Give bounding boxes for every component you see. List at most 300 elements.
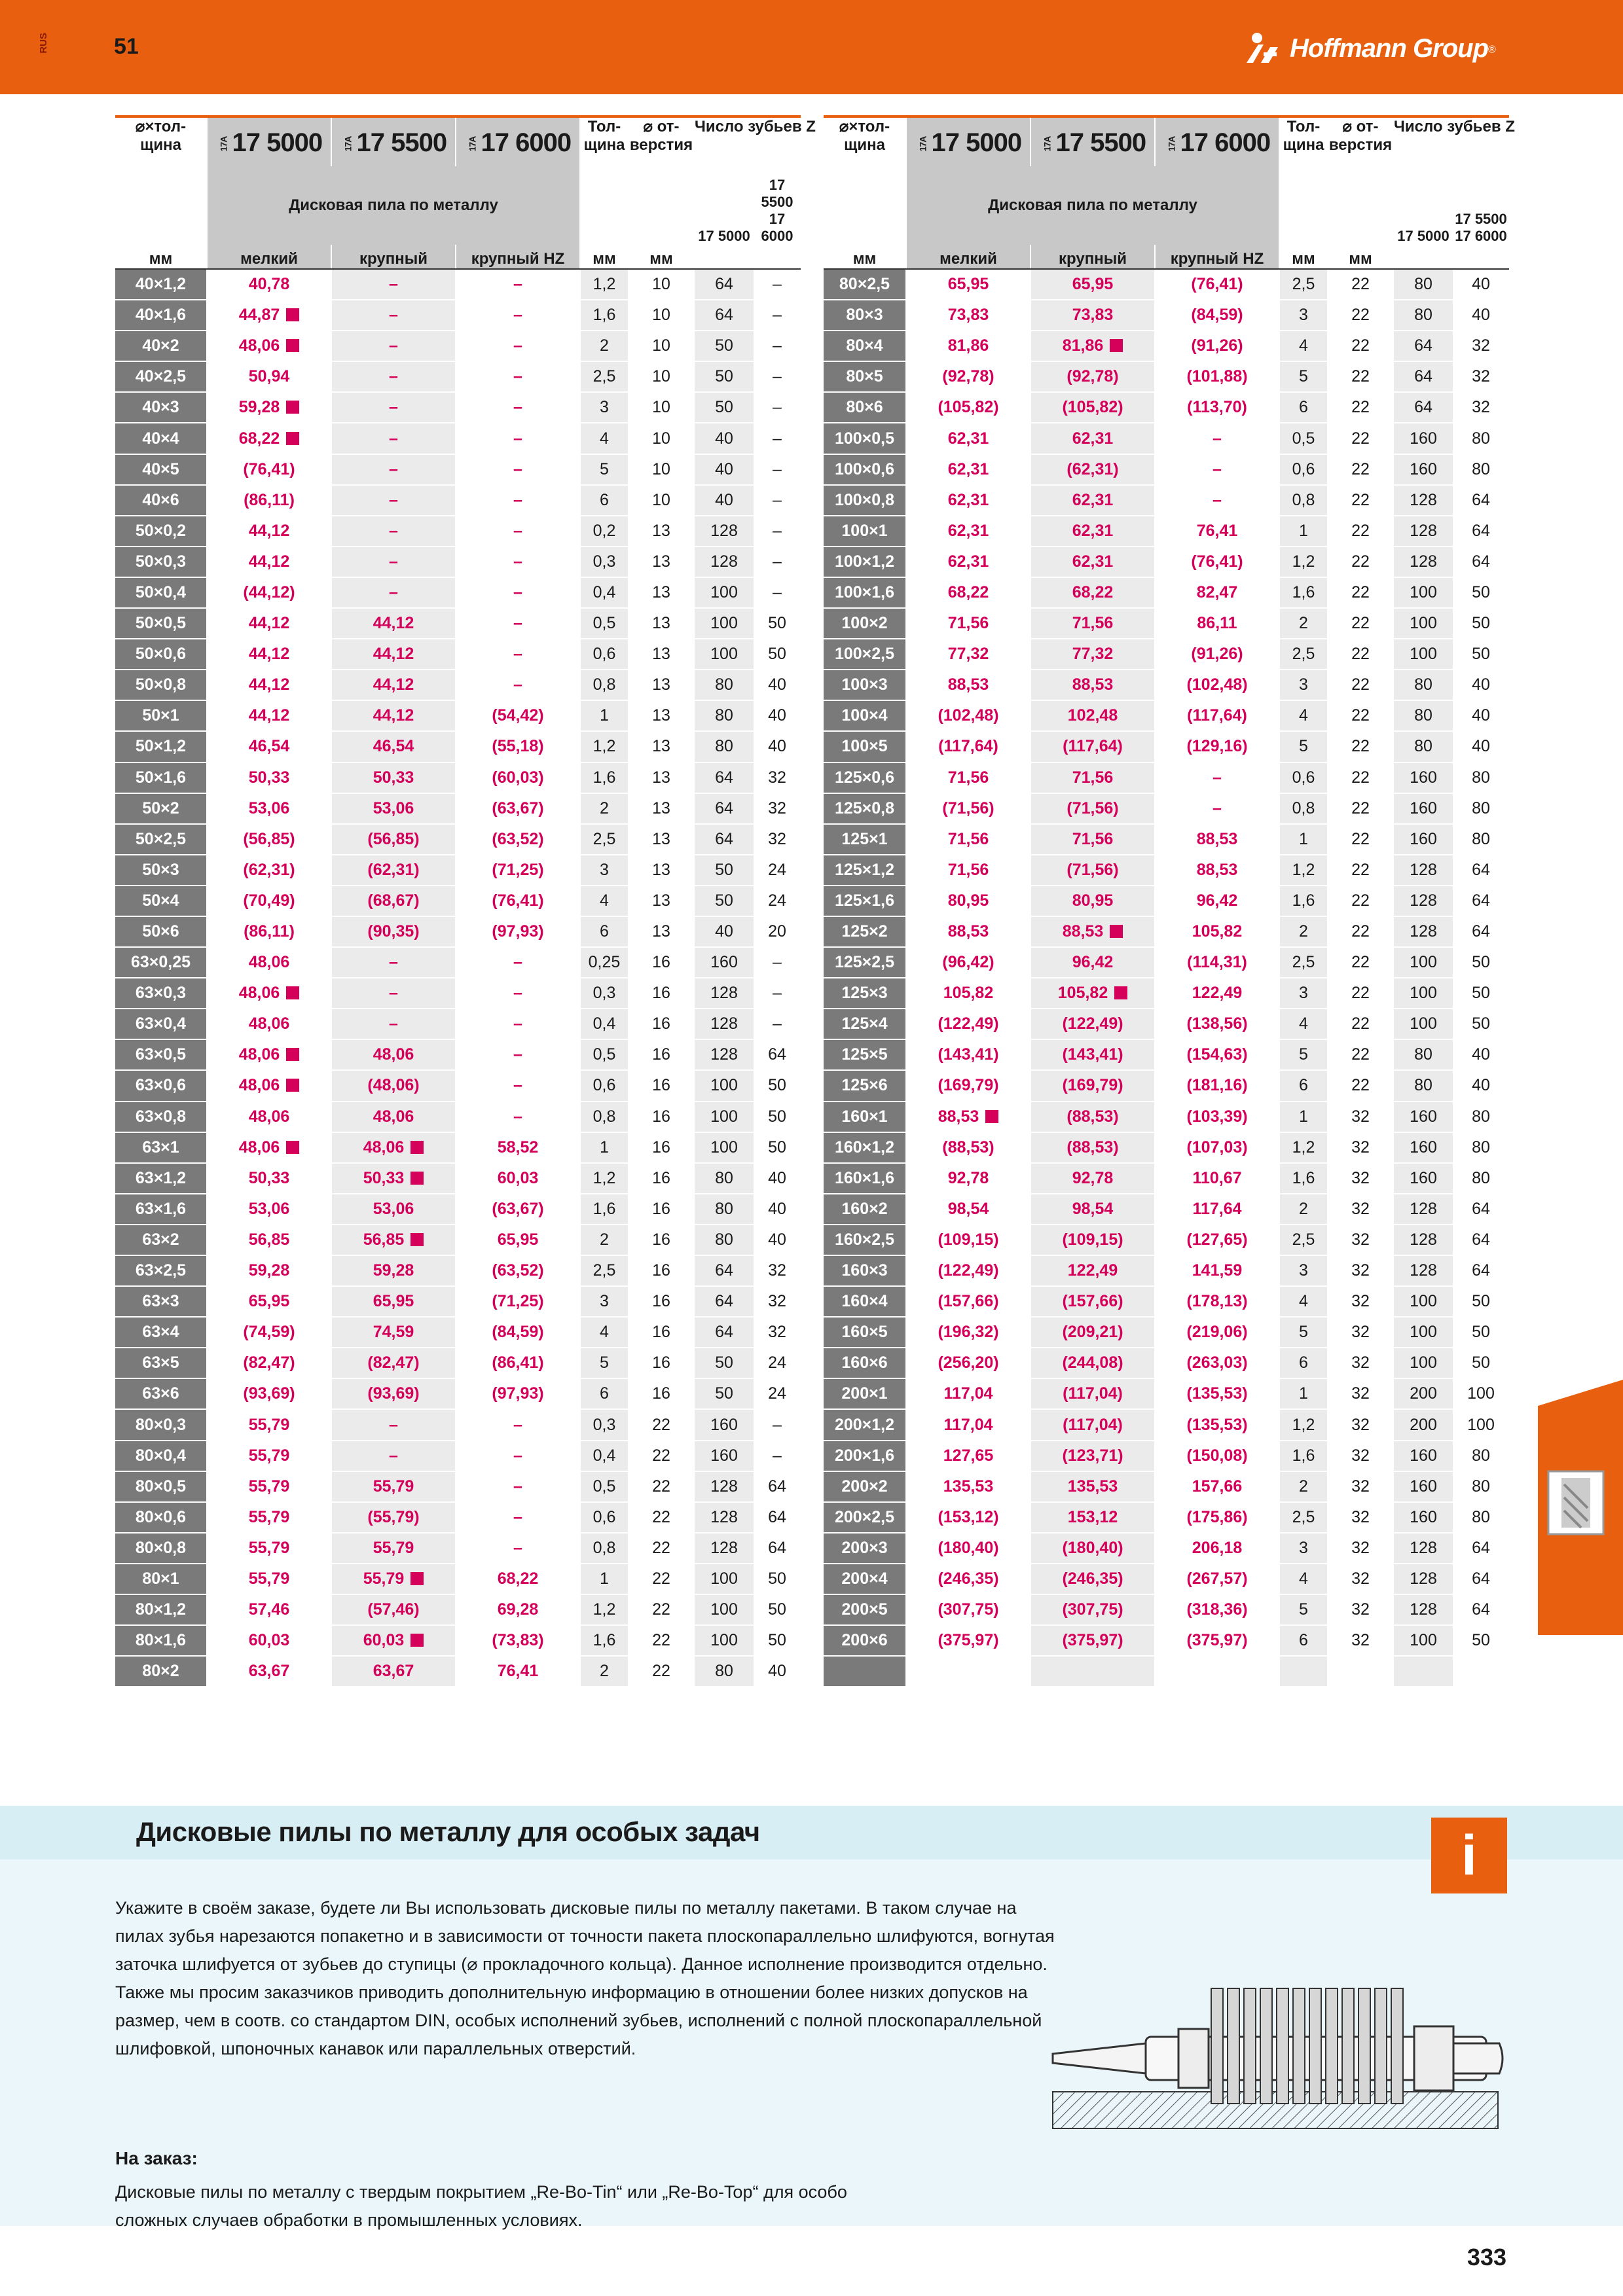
table-row xyxy=(115,608,800,639)
cell-value: 50 xyxy=(715,367,733,386)
cell-value xyxy=(363,1230,424,1249)
cell-thickness xyxy=(1279,331,1328,361)
cell-value: 64 xyxy=(768,1507,786,1526)
cell-value: – xyxy=(513,1507,522,1526)
cell-value: (103,39) xyxy=(1186,1107,1248,1126)
cell-price-coarse-hz xyxy=(456,670,580,700)
cell-teeth-175000 xyxy=(1393,855,1453,886)
cell-value: 63×0,5 xyxy=(135,1045,187,1064)
cell-value: 5 xyxy=(600,459,609,478)
cell-thickness xyxy=(580,1441,629,1471)
cell-hole xyxy=(629,1009,694,1039)
cell-teeth-175000 xyxy=(694,1039,754,1070)
cell-value: 62,31 xyxy=(1072,552,1114,571)
cell-price-coarse-hz xyxy=(1155,1502,1279,1533)
cell-price-coarse xyxy=(331,916,456,947)
cell-value: (76,41) xyxy=(243,459,295,478)
cell-teeth-175500 xyxy=(1453,516,1508,547)
cell-price-coarse-hz xyxy=(1155,454,1279,485)
language-code: RUS xyxy=(38,33,49,54)
cell-hole xyxy=(1328,1286,1393,1317)
cell-value: 1,2 xyxy=(1292,860,1315,879)
cell-price-fine xyxy=(207,300,331,331)
cell-size xyxy=(115,485,207,516)
cell-teeth-175500 xyxy=(754,916,800,947)
cell-value: 50 xyxy=(768,1569,786,1588)
header-code-175500: 17A 17 5500 xyxy=(1030,117,1155,166)
cell-value: 44,12 xyxy=(248,645,290,664)
cell-teeth-175500 xyxy=(754,947,800,978)
cell-price-coarse-hz xyxy=(456,855,580,886)
cell-value: (169,79) xyxy=(1062,1076,1123,1095)
cell-price-coarse-hz xyxy=(456,1656,580,1687)
cell-value: 40 xyxy=(715,429,733,448)
cell-hole xyxy=(629,1625,694,1656)
cell-value: (71,25) xyxy=(492,860,544,879)
cell-price-coarse-hz xyxy=(456,886,580,916)
cell-price-coarse-hz xyxy=(1155,577,1279,608)
cell-value xyxy=(239,984,300,1002)
cell-size xyxy=(824,1594,906,1625)
cell-value: 24 xyxy=(768,891,786,910)
cell-price-fine xyxy=(906,1102,1030,1132)
cell-hole xyxy=(1328,886,1393,916)
cell-value: 40×1,6 xyxy=(135,306,187,325)
cell-hole xyxy=(629,886,694,916)
cell-price-coarse xyxy=(1030,454,1155,485)
cell-size xyxy=(115,1009,207,1039)
cell-value: 128 xyxy=(710,1538,738,1557)
cell-value: 100×0,6 xyxy=(834,459,895,478)
cell-price-fine xyxy=(207,700,331,731)
cell-value: (219,06) xyxy=(1186,1323,1248,1342)
cell-thickness xyxy=(580,547,629,577)
cell-value: 2,5 xyxy=(1292,645,1315,664)
cell-thickness xyxy=(580,1225,629,1255)
cell-teeth-175500 xyxy=(754,700,800,731)
cell-value: 77,32 xyxy=(1072,645,1114,664)
cell-teeth-175500 xyxy=(754,731,800,762)
cell-value: – xyxy=(1213,798,1222,817)
header-teeth-sub1: 17 5000 xyxy=(1393,166,1453,245)
cell-teeth-175000 xyxy=(694,547,754,577)
cell-value: 0,4 xyxy=(593,1446,616,1465)
cell-value: 50 xyxy=(1472,1323,1490,1342)
cell-price-coarse xyxy=(1030,1225,1155,1255)
cell-value: 200 xyxy=(1410,1384,1437,1403)
cell-teeth-175000 xyxy=(1393,886,1453,916)
cell-value: 22 xyxy=(652,1600,670,1619)
cell-thickness xyxy=(580,639,629,670)
cell-value: 64 xyxy=(715,1261,733,1280)
cell-value: 22 xyxy=(1351,1076,1370,1095)
cell-value: – xyxy=(773,1446,782,1465)
cell-price-coarse-hz xyxy=(1155,1009,1279,1039)
cell-value: 40 xyxy=(715,459,733,478)
cell-value: 80 xyxy=(1414,706,1432,725)
cell-hole xyxy=(1328,1594,1393,1625)
cell-value: (62,31) xyxy=(243,860,295,879)
header-thickness: Тол- щина xyxy=(1279,117,1328,245)
cell-value: 128 xyxy=(1410,521,1437,540)
table-row xyxy=(824,916,1508,947)
cell-hole xyxy=(1328,547,1393,577)
cell-value: 16 xyxy=(652,1014,670,1033)
cell-size xyxy=(115,1502,207,1533)
cell-value: 71,56 xyxy=(947,860,989,879)
cell-price-coarse xyxy=(1030,1317,1155,1348)
cell-price-coarse xyxy=(1030,1656,1155,1687)
cell-value: (91,26) xyxy=(1191,336,1243,355)
table-row xyxy=(115,485,800,516)
cell-value: (105,82) xyxy=(1062,398,1123,417)
cell-value: 40 xyxy=(768,675,786,694)
cell-value: 100×0,8 xyxy=(834,490,895,509)
header-product: Дисковая пила по металлу xyxy=(207,166,580,245)
hoffmann-logo-icon xyxy=(1244,30,1283,67)
cell-value: – xyxy=(513,675,522,694)
cell-teeth-175000 xyxy=(694,700,754,731)
cell-teeth-175000 xyxy=(1393,423,1453,454)
cell-teeth-175500 xyxy=(1453,824,1508,855)
cell-value: (48,06) xyxy=(367,1076,420,1095)
cell-value: 59,28 xyxy=(373,1261,414,1280)
cell-teeth-175500 xyxy=(1453,731,1508,762)
cell-value: 3 xyxy=(1299,306,1308,325)
table-row xyxy=(824,1348,1508,1378)
table-row xyxy=(824,269,1508,300)
cell-value: 40 xyxy=(1472,1076,1490,1095)
table-row xyxy=(824,855,1508,886)
cell-value: (92,78) xyxy=(942,367,994,386)
cell-value: 128 xyxy=(710,1014,738,1033)
cell-hole xyxy=(629,454,694,485)
cell-price-coarse-hz xyxy=(1155,855,1279,886)
cell-teeth-175500 xyxy=(1453,1132,1508,1163)
price-text: 105,82 xyxy=(1057,984,1108,1003)
cell-price-fine xyxy=(207,1471,331,1502)
cell-size xyxy=(824,1656,906,1687)
table-row xyxy=(115,1194,800,1225)
header-hole: ⌀ от- верстия xyxy=(1328,117,1393,245)
cell-price-coarse xyxy=(1030,762,1155,793)
saw-table-right xyxy=(824,115,1515,1687)
table-row xyxy=(824,1656,1508,1687)
cell-teeth-175000 xyxy=(1393,1656,1453,1687)
cell-size xyxy=(115,269,207,300)
cell-teeth-175500 xyxy=(1453,547,1508,577)
cell-value: (74,59) xyxy=(243,1323,295,1342)
cell-price-coarse-hz xyxy=(456,547,580,577)
cell-value: 64 xyxy=(715,275,733,294)
cell-value: 74,59 xyxy=(373,1323,414,1342)
cell-value: 40 xyxy=(715,490,733,509)
cell-hole xyxy=(1328,392,1393,423)
cell-thickness xyxy=(1279,639,1328,670)
cell-price-fine xyxy=(906,1502,1030,1533)
cell-value: 100 xyxy=(710,1138,738,1157)
cell-size xyxy=(115,947,207,978)
cell-teeth-175000 xyxy=(1393,1009,1453,1039)
cell-value: 73,83 xyxy=(947,306,989,325)
cell-price-coarse xyxy=(331,1070,456,1101)
cell-value: 160 xyxy=(710,953,738,972)
cell-hole xyxy=(629,269,694,300)
cell-value: 0,6 xyxy=(1292,768,1315,787)
cell-value: 16 xyxy=(652,984,670,1003)
cell-teeth-175500 xyxy=(1453,1625,1508,1656)
cell-value: 46,54 xyxy=(373,737,414,756)
cell-value: 100 xyxy=(1410,1631,1437,1650)
cell-price-fine xyxy=(207,331,331,361)
cell-size xyxy=(824,547,906,577)
header-code-176000: 17A 17 6000 xyxy=(456,117,580,166)
cell-value: 6 xyxy=(1299,1076,1308,1095)
cell-size xyxy=(824,485,906,516)
cell-value: 22 xyxy=(1351,614,1370,633)
cell-value: 125×3 xyxy=(841,984,888,1003)
cell-price-coarse xyxy=(1030,947,1155,978)
cell-thickness xyxy=(1279,1225,1328,1255)
cell-value: (263,03) xyxy=(1186,1354,1248,1372)
table-row xyxy=(824,978,1508,1009)
cell-teeth-175500 xyxy=(754,1441,800,1471)
cell-teeth-175000 xyxy=(694,1132,754,1163)
cell-value: 13 xyxy=(652,645,670,664)
cell-value: – xyxy=(773,336,782,355)
cell-value: 2 xyxy=(1299,614,1308,633)
cell-value: 6 xyxy=(600,922,609,941)
cell-value: – xyxy=(389,367,398,386)
cell-teeth-175000 xyxy=(694,1471,754,1502)
cell-size xyxy=(115,1441,207,1471)
cell-value: (91,26) xyxy=(1191,645,1243,664)
cell-teeth-175000 xyxy=(694,608,754,639)
cell-value: 40 xyxy=(1472,706,1490,725)
cell-teeth-175000 xyxy=(1393,1409,1453,1440)
cell-thickness xyxy=(1279,1564,1328,1594)
cell-price-fine xyxy=(207,855,331,886)
cell-value: 5 xyxy=(600,1354,609,1372)
cell-value: 53,06 xyxy=(248,1199,290,1218)
cell-value: 80 xyxy=(1472,1446,1490,1465)
cell-price-fine xyxy=(906,855,1030,886)
cell-value: 59,28 xyxy=(248,1261,290,1280)
cell-value: 80 xyxy=(1472,1168,1490,1187)
cell-hole xyxy=(629,1163,694,1194)
cell-value: 160 xyxy=(1410,429,1437,448)
cell-value: 50 xyxy=(715,336,733,355)
cell-price-fine xyxy=(207,1378,331,1409)
cell-value: – xyxy=(513,1076,522,1095)
cell-value: (109,15) xyxy=(1062,1230,1123,1249)
cell-price-coarse xyxy=(331,1502,456,1533)
cell-price-coarse xyxy=(331,793,456,824)
cell-value: (256,20) xyxy=(938,1354,999,1372)
cell-thickness xyxy=(1279,577,1328,608)
table-row xyxy=(824,700,1508,731)
cell-value: 80×6 xyxy=(846,398,883,417)
cell-hole xyxy=(1328,824,1393,855)
cell-price-coarse xyxy=(331,762,456,793)
cell-price-fine xyxy=(207,793,331,824)
cell-hole xyxy=(629,700,694,731)
cell-value: 62,31 xyxy=(947,552,989,571)
cell-size xyxy=(115,978,207,1009)
cell-size xyxy=(115,608,207,639)
cell-price-fine xyxy=(906,1163,1030,1194)
cell-value: 80 xyxy=(1472,1477,1490,1496)
cell-size xyxy=(824,1378,906,1409)
price-text: 60,03 xyxy=(363,1631,405,1650)
cell-value: 50 xyxy=(1472,614,1490,633)
cell-value: 160 xyxy=(1410,1507,1437,1526)
cell-price-fine xyxy=(906,700,1030,731)
cell-teeth-175000 xyxy=(694,1070,754,1101)
cell-value: (143,41) xyxy=(938,1045,999,1064)
cell-value: 32 xyxy=(1351,1107,1370,1126)
table-row xyxy=(115,1225,800,1255)
table-row xyxy=(824,1625,1508,1656)
table-row xyxy=(115,1286,800,1317)
cell-value: 100 xyxy=(1410,583,1437,601)
cell-value: 1 xyxy=(1299,1107,1308,1126)
cell-value: (101,88) xyxy=(1186,367,1248,386)
cell-value: – xyxy=(773,552,782,571)
cell-teeth-175500 xyxy=(754,886,800,916)
cell-value: – xyxy=(513,583,522,601)
cell-value: – xyxy=(513,984,522,1003)
cell-thickness xyxy=(580,392,629,423)
cell-teeth-175500 xyxy=(1453,608,1508,639)
cell-size xyxy=(824,1502,906,1533)
cell-price-fine xyxy=(207,1656,331,1687)
cell-hole xyxy=(1328,700,1393,731)
cell-hole xyxy=(629,1317,694,1348)
cell-thickness xyxy=(1279,886,1328,916)
cell-value: 62,31 xyxy=(947,521,989,540)
cell-value: 1,6 xyxy=(593,306,616,325)
cell-size xyxy=(824,731,906,762)
cell-price-coarse xyxy=(331,700,456,731)
cell-value: 0,5 xyxy=(593,1045,616,1064)
cell-value: 50 xyxy=(1472,984,1490,1003)
cell-price-coarse xyxy=(331,454,456,485)
cell-teeth-175000 xyxy=(694,392,754,423)
cell-size xyxy=(824,331,906,361)
cell-thickness xyxy=(1279,1441,1328,1471)
cell-hole xyxy=(629,1533,694,1564)
cell-value: 64 xyxy=(715,306,733,325)
cell-value: – xyxy=(773,490,782,509)
cell-value: 40×6 xyxy=(142,490,179,509)
cell-value: 13 xyxy=(652,768,670,787)
cell-price-coarse xyxy=(1030,1502,1155,1533)
cell-price-fine xyxy=(207,1441,331,1471)
cell-value: 117,04 xyxy=(943,1415,993,1434)
cell-size xyxy=(824,793,906,824)
cell-price-coarse-hz xyxy=(1155,1533,1279,1564)
cell-value: (63,52) xyxy=(492,829,544,848)
cell-price-coarse-hz xyxy=(456,1317,580,1348)
brand-name: Hoffmann Group xyxy=(1290,33,1489,63)
cell-hole xyxy=(629,1070,694,1101)
cell-price-coarse-hz xyxy=(456,361,580,392)
cell-value: 100×0,5 xyxy=(834,429,895,448)
cell-teeth-175000 xyxy=(694,1594,754,1625)
table-row xyxy=(115,1039,800,1070)
cell-value: (44,12) xyxy=(243,583,295,601)
cell-price-coarse xyxy=(1030,331,1155,361)
cell-hole xyxy=(1328,516,1393,547)
cell-value: (86,41) xyxy=(492,1354,544,1372)
cell-size xyxy=(115,916,207,947)
cell-value: (117,64) xyxy=(938,737,998,756)
cell-price-coarse xyxy=(1030,1102,1155,1132)
cell-price-fine xyxy=(906,547,1030,577)
cell-value: 80,95 xyxy=(1072,891,1114,910)
cell-value xyxy=(239,1045,300,1064)
cell-hole xyxy=(1328,793,1393,824)
cell-value: 98,54 xyxy=(1072,1199,1114,1218)
cell-value: 48,06 xyxy=(248,953,290,972)
cell-price-coarse xyxy=(331,639,456,670)
cell-price-fine xyxy=(906,577,1030,608)
cell-hole xyxy=(629,1225,694,1255)
cell-thickness xyxy=(580,454,629,485)
cell-hole xyxy=(629,1471,694,1502)
cell-teeth-175500 xyxy=(1453,361,1508,392)
unit-hole: мм xyxy=(1328,245,1393,269)
cell-size xyxy=(115,392,207,423)
cell-size xyxy=(824,608,906,639)
cell-thickness xyxy=(580,762,629,793)
cell-value: (88,53) xyxy=(1067,1138,1119,1157)
cell-hole xyxy=(1328,639,1393,670)
cell-value: 2 xyxy=(1299,1477,1308,1496)
cell-value: 160×2 xyxy=(841,1199,888,1218)
table-row xyxy=(115,1378,800,1409)
cell-value: 128 xyxy=(1410,1230,1437,1249)
cell-teeth-175000 xyxy=(1393,762,1453,793)
cell-thickness xyxy=(580,1255,629,1286)
cell-price-coarse xyxy=(331,1594,456,1625)
cell-thickness xyxy=(580,300,629,331)
cell-value: 64 xyxy=(1414,336,1432,355)
cell-price-coarse xyxy=(1030,547,1155,577)
cell-value: (62,31) xyxy=(1067,459,1119,478)
cell-thickness xyxy=(580,824,629,855)
cell-thickness xyxy=(1279,423,1328,454)
cell-thickness xyxy=(580,1039,629,1070)
cell-value: 32 xyxy=(1351,1477,1370,1496)
cell-thickness xyxy=(580,731,629,762)
cell-value: 10 xyxy=(652,459,670,478)
cell-price-coarse xyxy=(1030,793,1155,824)
cell-value: – xyxy=(513,521,522,540)
cell-thickness xyxy=(1279,1378,1328,1409)
cell-value: 40×1,2 xyxy=(135,275,187,294)
cell-price-coarse-hz xyxy=(456,269,580,300)
cell-hole xyxy=(1328,269,1393,300)
cell-value: 63×0,4 xyxy=(135,1014,187,1033)
cell-size xyxy=(115,886,207,916)
cell-teeth-175500 xyxy=(754,392,800,423)
cell-teeth-175000 xyxy=(1393,1102,1453,1132)
cell-value: 80 xyxy=(1472,1507,1490,1526)
cell-value: 40×3 xyxy=(142,398,179,417)
cell-value: 22 xyxy=(1351,459,1370,478)
